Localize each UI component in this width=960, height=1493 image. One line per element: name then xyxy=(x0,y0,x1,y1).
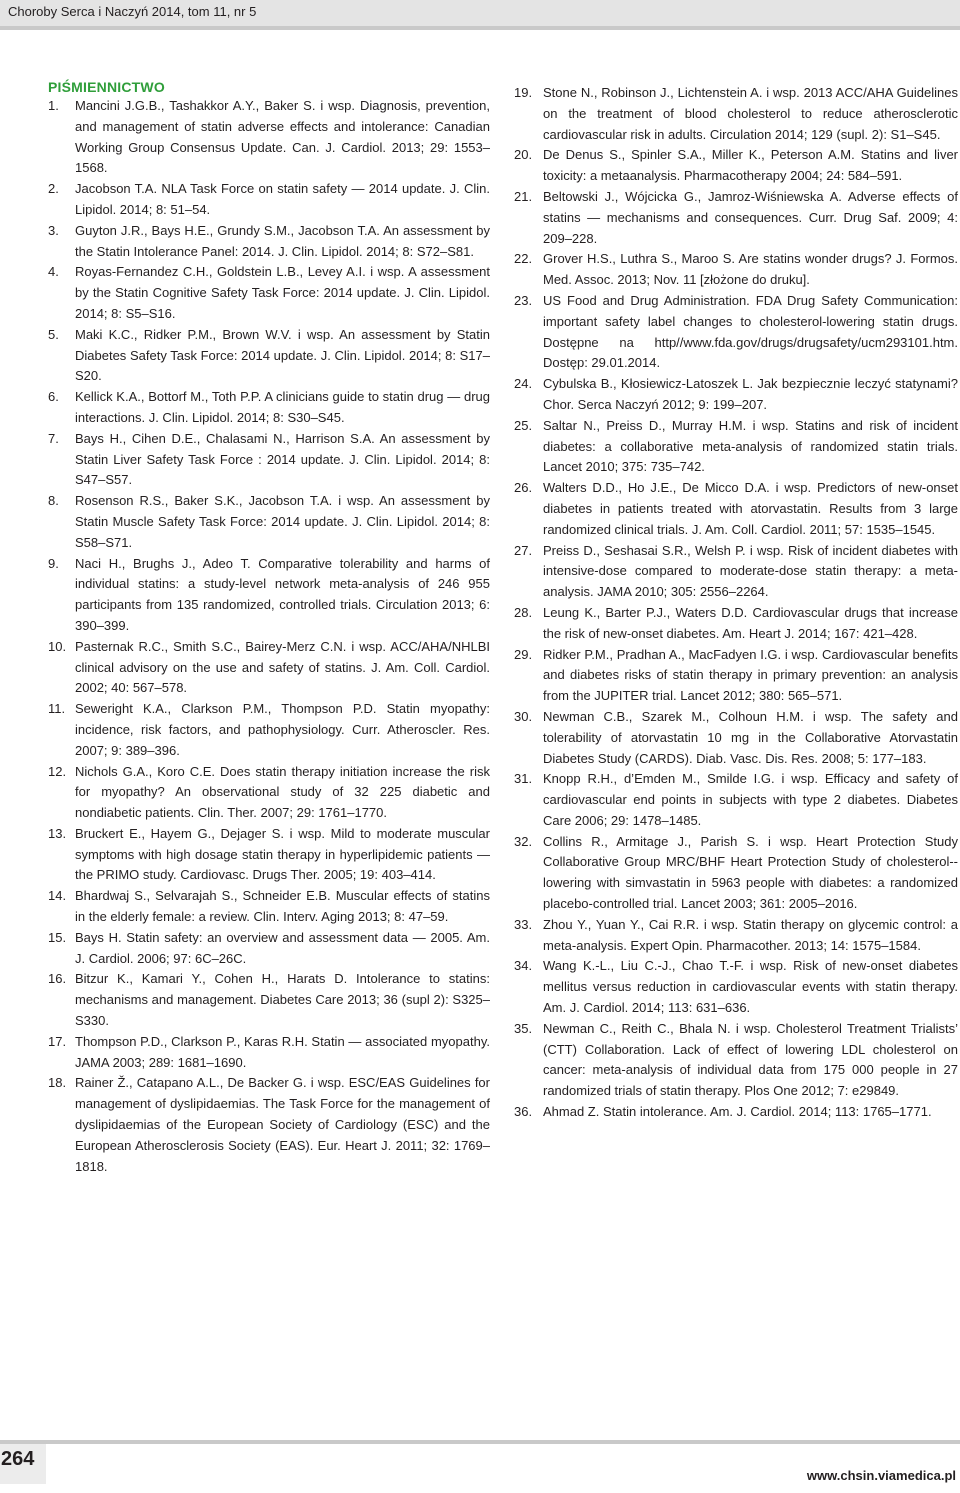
references-column-right xyxy=(514,83,958,1123)
reference-item xyxy=(48,824,490,886)
reference-text: US Food and Drug Administration. FDA Drug Safety Communication: important safety label changes to cholesterol-lowering statin drugs. Dostępne na http//www.fda.gov/drugs/drugsafety/ucm293101.htm. Dostęp: 29.01.2014. xyxy=(543,292,958,371)
reference-text: Leung K., Barter P.J., Waters D.D. Cardiovascular drugs that increase the risk of new-onset diabetes. Am. Heart J. 2014; 167: 421–428. xyxy=(543,604,958,641)
reference-list-left xyxy=(48,96,490,1177)
reference-text: Naci H., Brughs J., Adeo T. Comparative tolerability and harms of individual statins: a study-level network meta-analysis of 246 955 participants from 135 randomized, controlled trials. Circulation 2013; 6: 390–399. xyxy=(75,555,490,633)
reference-text: Cybulska B., Kłosiewicz-Latoszek L. Jak bezpiecznie leczyć statynami? Chor. Serca Naczyń 2012; 9: 199–207. xyxy=(543,376,958,412)
reference-number: 14. xyxy=(48,888,67,904)
reference-text: Seweright K.A., Clarkson P.M., Thompson P.D. Statin myopathy: incidence, risk factors, and pathophysiology. Curr. Atheroscler. Res. 2007; 9: 389–396. xyxy=(75,701,490,758)
reference-item xyxy=(48,221,490,263)
reference-number: 32. xyxy=(514,833,533,849)
reference-number: 9. xyxy=(48,555,59,571)
reference-number: 33. xyxy=(514,916,533,932)
reference-text: Pasternak R.C., Smith S.C., Bairey-Merz C.N. i wsp. ACC/AHA/NHLBI clinical advisory on the use and safety of statins. J. Am. Coll. Cardiol. 2002; 40: 567–578. xyxy=(75,638,490,696)
footer-divider xyxy=(0,1440,960,1444)
reference-number: 30. xyxy=(514,708,533,724)
reference-number: 35. xyxy=(514,1020,533,1036)
reference-item xyxy=(514,915,958,957)
reference-item xyxy=(514,249,958,291)
reference-item xyxy=(48,886,490,928)
reference-number: 17. xyxy=(48,1033,67,1049)
reference-item xyxy=(48,179,490,221)
reference-text: Kellick K.A., Bottorf M., Toth P.P. A clinicians guide to statin drug — drug interactions. J. Clin. Lipidol. 2014; 8: S30–S45. xyxy=(75,389,490,425)
reference-item xyxy=(514,291,958,374)
reference-item xyxy=(48,429,490,491)
reference-text: Rosenson R.S., Baker S.K., Jacobson T.A. i wsp. An assessment by Statin Muscle Safety Task Force: 2014 update. J. Clin. Lipidol. 2014; 8: S58–S71. xyxy=(75,493,490,550)
reference-number: 23. xyxy=(514,292,533,308)
reference-text: De Denus S., Spinler S.A., Miller K., Peterson A.M. Statins and liver toxicity: a metaanalysis. Pharmacotherapy 2004; 24: 584–591. xyxy=(543,147,958,184)
reference-number: 36. xyxy=(514,1104,533,1120)
reference-item xyxy=(514,83,958,145)
reference-number: 29. xyxy=(514,646,533,662)
reference-item xyxy=(48,928,490,970)
reference-text: Newman C., Reith C., Bhala N. i wsp. Cholesterol Treatment Trialists’ (CTT) Collaboration. Lack of effect of lowering LDL cholesterol on cancer: meta-analysis of individual data from 175 000 people in 27 randomized trials of statin therapy. Plos One 2012; 7: e29849. xyxy=(543,1020,958,1099)
reference-text: Walters D.D., Ho J.E., De Micco D.A. i wsp. Predictors of new-onset diabetes in patients treated with atorvastatin. Results from 3 large randomized clinical trials. J. Am. Coll. Cardiol. 2011; 57: 1535–1545. xyxy=(543,480,958,537)
website-link[interactable]: www.chsin.viamedica.pl xyxy=(806,1468,956,1483)
reference-text: Bitzur K., Kamari Y., Cohen H., Harats D. Intolerance to statins: mechanisms and management. Diabetes Care 2013; 36 (supl 2): S325–S330. xyxy=(75,971,490,1029)
reference-item xyxy=(514,1102,958,1123)
section-heading: PIŚMIENNICTWO xyxy=(48,79,165,95)
reference-number: 15. xyxy=(48,929,67,945)
reference-number: 10. xyxy=(48,638,67,654)
reference-number: 22. xyxy=(514,251,533,267)
journal-header-bar xyxy=(0,0,960,30)
reference-text: Wang K.-L., Liu C.-J., Chao T.-F. i wsp. Risk of new-onset diabetes mellitus versus reduction in cardiovascular events with statin therapy. Am. J. Cardiol. 2014; 113: 631–636. xyxy=(543,958,958,1016)
reference-number: 11. xyxy=(48,701,66,717)
reference-item xyxy=(514,187,958,249)
reference-number: 1. xyxy=(48,98,59,113)
reference-number: 25. xyxy=(514,417,533,433)
reference-item xyxy=(514,374,958,416)
reference-item xyxy=(514,707,958,769)
reference-number: 16. xyxy=(48,971,67,987)
reference-number: 5. xyxy=(48,326,59,342)
reference-text: Royas-Fernandez C.H., Goldstein L.B., Levey A.I. i wsp. A assessment by the Statin Cognitive Safety Task Force: 2014 update. J. Clin. Lipidol. 2014; 8: S5–S16. xyxy=(75,264,490,321)
reference-text: Newman C.B., Szarek M., Colhoun H.M. i wsp. The safety and tolerability of atorvastatin 10 mg in the Collaborative Atorvastatin Diabetes Study (CARDS). Diab. Vasc. Dis. Res. 2008; 5: 177–183. xyxy=(543,708,958,766)
reference-text: Bays H., Cihen D.E., Chalasami N., Harrison S.A. An assessment by Statin Liver Safety Task Force : 2014 update. J. Clin. Lipidol. 2014; 8: S47–S57. xyxy=(75,430,490,488)
reference-text: Beltowski J., Wójcicka G., Jamroz-Wiśniewska A. Adverse effects of statins — mechanisms and consequences. Curr. Drug Saf. 2009; 4: 209–228. xyxy=(543,188,958,246)
reference-text: Bays H. Statin safety: an overview and assessment data — 2005. Am. J. Cardiol. 2006; 97: 6C–26C. xyxy=(75,929,490,966)
reference-number: 28. xyxy=(514,604,533,620)
reference-item xyxy=(48,699,490,761)
reference-item xyxy=(48,762,490,824)
reference-text: Maki K.C., Ridker P.M., Brown W.V. i wsp. An assessment by Statin Diabetes Safety Task Force: 2014 update. J. Clin. Lipidol. 2014; 8: S17–S20. xyxy=(75,326,490,384)
reference-text: Rainer Ž., Catapano A.L., De Backer G. i wsp. ESC/EAS Guidelines for management of dyslipidaemias. The Task Force for the management of dyslipidaemias of the European Society of Cardiology (ESC) and the European Atherosclerosis Society (EAS). Eur. Heart J. 2011; 32: 1769–1818. xyxy=(75,1075,490,1174)
reference-text: Thompson P.D., Clarkson P., Karas R.H. Statin — associated myopathy. JAMA 2003; 289: 1681–1690. xyxy=(75,1033,490,1070)
reference-number: 3. xyxy=(48,222,59,238)
reference-number: 12. xyxy=(48,763,67,779)
reference-text: Preiss D., Seshasai S.R., Welsh P. i wsp. Risk of incident diabetes with intensive-dose compared to moderate-dose statin therapy: a meta-analysis. JAMA 2010; 305: 2556–2264. xyxy=(543,542,958,600)
reference-item xyxy=(514,956,958,1018)
reference-item xyxy=(48,387,490,429)
reference-item xyxy=(514,769,958,831)
reference-number: 26. xyxy=(514,480,533,496)
reference-text: Bruckert E., Hayem G., Dejager S. i wsp. Mild to moderate muscular symptoms with high dosage statin therapy in hyperlipidemic patients — the PRIMO study. Cardiovasc. Drugs Ther. 2005; 19: 403–414. xyxy=(75,825,490,883)
reference-text: Nichols G.A., Koro C.E. Does statin therapy initiation increase the risk for myopathy? An observational study of 32 225 diabetic and nondiabetic patients. Clin. Ther. 2007; 29: 1761–1770. xyxy=(75,763,490,821)
reference-item xyxy=(514,1019,958,1102)
reference-text: Jacobson T.A. NLA Task Force on statin safety — 2014 update. J. Clin. Lipidol. 2014; 8: 51–54. xyxy=(75,181,490,217)
reference-item xyxy=(514,478,958,540)
reference-number: 31. xyxy=(514,771,533,787)
reference-text: Knopp R.H., d’Emden M., Smilde I.G. i wsp. Efficacy and safety of cardiovascular end points in subjects with type 2 diabetes. Diabetes Care 2006; 29: 1478–1485. xyxy=(543,771,958,828)
reference-item xyxy=(514,645,958,707)
reference-text: Guyton J.R., Bays H.E., Grundy S.M., Jacobson T.A. An assessment by the Statin Intolerance Panel: 2014. J. Clin. Lipidol. 2014; 8: S72–S81. xyxy=(75,222,490,259)
references-column-left xyxy=(48,78,490,1177)
reference-item xyxy=(48,1032,490,1074)
reference-text: Collins R., Armitage J., Parish S. i wsp. Heart Protection Study Collaborative Group MRC/BHF Heart Protection Study of cholesterol--lowering with simvastatin in 5963 people with diabetes: a randomized placebo-controlled trial. Lancet 2003; 361: 2005–2016. xyxy=(543,833,958,912)
reference-item xyxy=(48,637,490,699)
reference-item xyxy=(48,969,490,1031)
reference-text: Bhardwaj S., Selvarajah S., Schneider E.B. Muscular effects of statins in the elderly female: a review. Clin. Interv. Aging 2013; 8: 47–59. xyxy=(75,888,490,925)
reference-text: Grover H.S., Luthra S., Maroo S. Are statins wonder drugs? J. Formos. Med. Assoc. 2013; Nov. 11 [złożone do druku]. xyxy=(543,251,958,288)
reference-number: 2. xyxy=(48,181,59,197)
reference-item xyxy=(514,603,958,645)
reference-item xyxy=(48,491,490,553)
page-number: 264 xyxy=(1,1448,35,1470)
reference-item xyxy=(514,541,958,603)
reference-item xyxy=(514,145,958,187)
reference-text: Saltar N., Preiss D., Murray H.M. i wsp. Statins and risk of incident diabetes: a collaborative meta-analysis of randomized statin trials. Lancet 2010; 375: 735–742. xyxy=(543,417,958,475)
reference-number: 19. xyxy=(514,85,533,100)
reference-number: 34. xyxy=(514,958,533,974)
reference-number: 13. xyxy=(48,825,67,841)
reference-item xyxy=(48,325,490,387)
reference-item xyxy=(48,262,490,324)
reference-text: Ahmad Z. Statin intolerance. Am. J. Cardiol. 2014; 113: 1765–1771. xyxy=(543,1104,932,1120)
reference-number: 24. xyxy=(514,376,533,392)
reference-item xyxy=(48,1073,490,1177)
reference-number: 18. xyxy=(48,1075,67,1091)
reference-number: 20. xyxy=(514,147,533,163)
journal-title: Choroby Serca i Naczyń 2014, tom 11, nr 5 xyxy=(8,4,257,19)
reference-text: Ridker P.M., Pradhan A., MacFadyen I.G. i wsp. Cardiovascular benefits and diabetes risks of statin therapy in primary prevention: an analysis from the JUPITER trial. Lancet 2012; 380: 565–571. xyxy=(543,646,958,704)
reference-number: 8. xyxy=(48,493,59,509)
reference-text: Stone N., Robinson J., Lichtenstein A. i wsp. 2013 ACC/AHA Guidelines on the treatment of blood cholesterol to reduce atherosclerotic cardiovascular risk in adults. Circulation 2014; 129 (supl. 2): S1–S45. xyxy=(543,85,958,142)
reference-item xyxy=(514,832,958,915)
reference-number: 21. xyxy=(514,188,533,204)
reference-number: 4. xyxy=(48,264,59,280)
reference-number: 7. xyxy=(48,430,59,446)
reference-item xyxy=(48,554,490,637)
reference-list-right xyxy=(514,83,958,1123)
reference-item xyxy=(48,96,490,179)
reference-text: Zhou Y., Yuan Y., Cai R.R. i wsp. Statin therapy on glycemic control: a meta-analysis. Expert Opin. Pharmacother. 2013; 14: 1575–1584. xyxy=(543,916,958,953)
reference-item xyxy=(514,416,958,478)
reference-number: 27. xyxy=(514,542,533,558)
reference-number: 6. xyxy=(48,389,59,405)
reference-text: Mancini J.G.B., Tashakkor A.Y., Baker S. i wsp. Diagnosis, prevention, and management of statin adverse effects and intolerance: Canadian Working Group Consensus Update. Can. J. Cardiol. 2013; 29: 1553–1568. xyxy=(75,98,490,176)
